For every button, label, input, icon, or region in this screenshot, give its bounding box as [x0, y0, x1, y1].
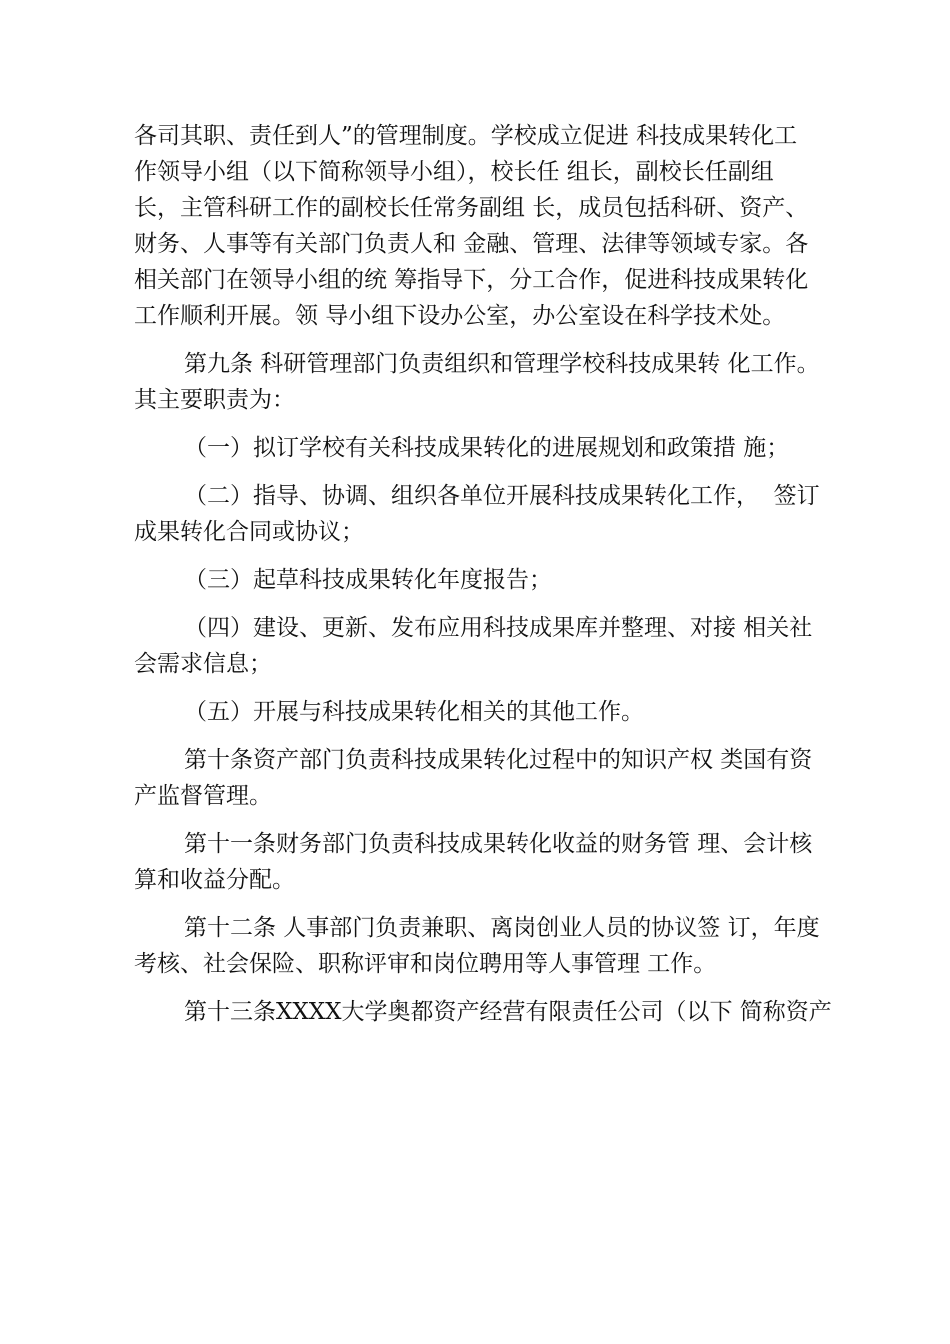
text-line: （四）建设、更新、发布应用科技成果库并整理、对接 相关社 [184, 615, 813, 641]
text-line: 算和收益分配。 [134, 867, 295, 893]
paragraph [134, 430, 840, 466]
text-line: 第十一条财务部门负责科技成果转化收益的财务管 理、会计核 [184, 831, 813, 857]
text-line: 其主要职责为： [134, 387, 295, 413]
paragraph [134, 742, 840, 814]
paragraph [134, 478, 840, 550]
paragraph [134, 610, 840, 682]
paragraph [134, 694, 840, 730]
paragraph [134, 826, 840, 898]
text-line: 长，主管科研工作的副校长任常务副组 长，成员包括科研、资产、 [134, 195, 809, 221]
text-line: 会需求信息； [134, 651, 272, 677]
text-line: （二）指导、协调、组织各单位开展科技成果转化工作， 签订 [184, 483, 820, 509]
text-line: 各司其职、责任到人”的管理制度。学校成立促进 科技成果转化工 [134, 123, 798, 149]
text-line: 考核、社会保险、职称评审和岗位聘用等人事管理 工作。 [134, 951, 717, 977]
paragraph [134, 910, 840, 982]
text-line: 第十三条XXXX大学奥都资产经营有限责任公司（以下 简称资产 [184, 999, 832, 1025]
text-line: （三）起草科技成果转化年度报告； [184, 567, 552, 593]
text-line: 成果转化合同或协议； [134, 519, 364, 545]
text-line: 财务、人事等有关部门负责人和 金融、管理、法律等领域专家。各 [134, 231, 809, 257]
text-line: 产监督管理。 [134, 783, 272, 809]
paragraph [134, 118, 840, 334]
text-line: 第十条资产部门负责科技成果转化过程中的知识产权 类国有资 [184, 747, 813, 773]
text-line: 相关部门在领导小组的统 筹指导下，分工合作，促进科技成果转化 [134, 267, 809, 293]
text-line: （五）开展与科技成果转化相关的其他工作。 [184, 699, 644, 725]
text-line: 作领导小组（以下简称领导小组），校长任 组长，副校长任副组 [134, 159, 774, 185]
paragraph [134, 346, 840, 418]
paragraph [134, 562, 840, 598]
text-line: 第九条 科研管理部门负责组织和管理学校科技成果转 化工作。 [184, 351, 820, 377]
text-line: 工作顺利开展。领 导小组下设办公室，办公室设在科学技术处。 [134, 303, 786, 329]
text-line: （一）拟订学校有关科技成果转化的进展规划和政策措 施； [184, 435, 790, 461]
text-line: 第十二条 人事部门负责兼职、离岗创业人员的协议签 订，年度 [184, 915, 820, 941]
document-body [134, 118, 840, 1030]
paragraph [134, 994, 840, 1030]
